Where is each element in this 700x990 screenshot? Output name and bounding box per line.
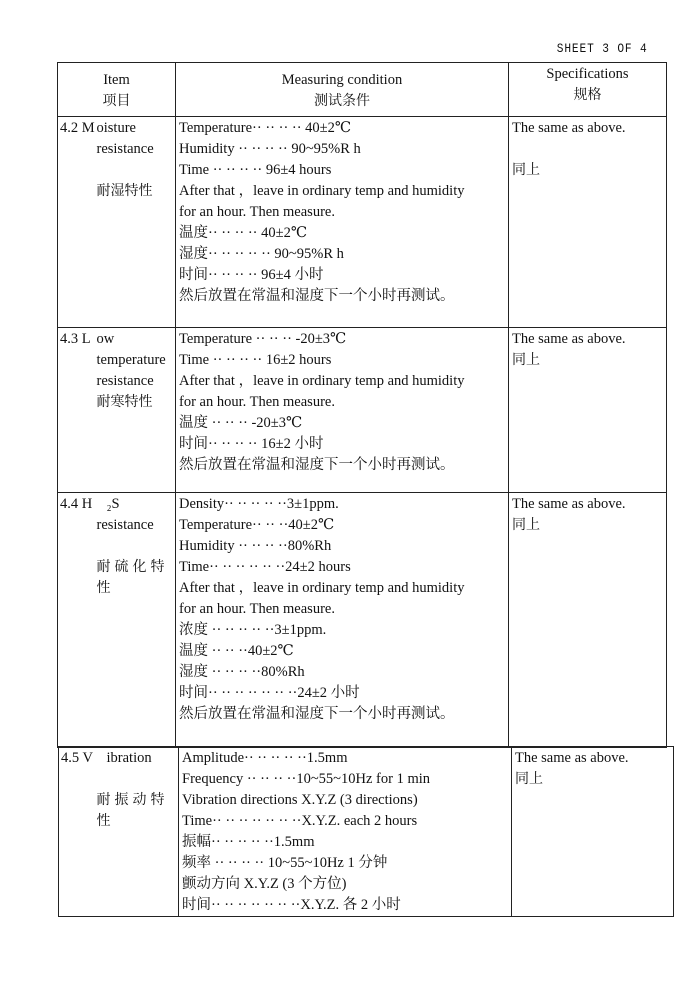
- item-name-line: 耐湿特性: [96, 183, 153, 199]
- item-name-line: oisture: [96, 120, 136, 136]
- row-condition: [176, 328, 509, 493]
- condition-line: After that ，leave in ordinary temp and humidity: [179, 183, 465, 199]
- condition-line: Humidity ·· ·· ·· ·· 90~95%R h: [179, 141, 361, 157]
- item-name-line: 性: [96, 580, 111, 596]
- condition-line: 颤动方向 X.Y.Z (3 个方位): [182, 876, 347, 892]
- item-name-line: 耐硫化特: [96, 559, 169, 575]
- header-spec-en: Specifications: [546, 66, 629, 82]
- condition-line: 然后放置在常温和湿度下一个小时再测试。: [179, 457, 455, 473]
- condition-line: 湿度 ·· ·· ·· ··80%Rh: [179, 664, 305, 680]
- row-number: 4.5 V: [59, 747, 97, 917]
- spec-line: 同上: [512, 162, 540, 178]
- condition-line: 然后放置在常温和湿度下一个小时再测试。: [179, 706, 455, 722]
- row-item-name: [97, 747, 179, 917]
- row-specification: [509, 328, 667, 493]
- condition-line: Time ·· ·· ·· ·· 96±4 hours: [179, 162, 332, 178]
- condition-line: for an hour. Then measure.: [179, 204, 335, 220]
- condition-line: Time ·· ·· ·· ·· 16±2 hours: [179, 352, 332, 368]
- condition-line: 湿度·· ·· ·· ·· ·· 90~95%R h: [179, 246, 344, 262]
- spec-table: [57, 62, 667, 748]
- condition-line: Frequency ·· ·· ·· ··10~55~10Hz for 1 min: [182, 771, 431, 787]
- condition-line: Time·· ·· ·· ·· ·· ·· ··X.Y.Z. each 2 hours: [182, 813, 418, 829]
- spec-line: The same as above.: [512, 496, 626, 512]
- condition-line: 时间·· ·· ·· ·· ·· ·· ··24±2 小时: [179, 685, 360, 701]
- item-name-line: ₂S: [106, 496, 120, 512]
- condition-line: 时间·· ·· ·· ·· ·· ·· ··X.Y.Z. 各 2 小时: [182, 897, 401, 913]
- spec-line: The same as above.: [515, 750, 629, 766]
- header-spec-zh: 规格: [573, 87, 602, 103]
- row-item-name: [97, 117, 176, 328]
- header-item-en: Item: [103, 72, 130, 88]
- spec-line: 同上: [515, 771, 543, 787]
- item-name-line: temperature: [96, 352, 166, 368]
- condition-line: Density·· ·· ·· ·· ··3±1ppm.: [179, 496, 339, 512]
- item-name-line: [97, 160, 176, 181]
- sheet-number: SHEET 3 OF 4: [557, 41, 648, 56]
- row-specification: [509, 117, 667, 328]
- condition-line: 然后放置在常温和湿度下一个小时再测试。: [179, 288, 455, 304]
- row-number: 4.3 L: [58, 328, 97, 493]
- spec-line: 同上: [512, 517, 540, 533]
- spec-line: The same as above.: [512, 120, 626, 136]
- table-header: [58, 63, 667, 117]
- header-item: [58, 63, 176, 117]
- item-name-line: 性: [96, 813, 111, 829]
- table-row: [59, 747, 674, 917]
- spec-line: 同上: [512, 352, 540, 368]
- row-item-name: [97, 328, 176, 493]
- condition-line: After that ，leave in ordinary temp and humidity: [179, 373, 465, 389]
- condition-line: Amplitude·· ·· ·· ·· ··1.5mm: [182, 750, 348, 766]
- row-specification: [512, 747, 674, 917]
- item-name-line: resistance: [96, 141, 154, 157]
- item-name-line: 耐寒特性: [96, 394, 153, 410]
- item-name-line: [97, 769, 179, 790]
- condition-line: for an hour. Then measure.: [179, 601, 335, 617]
- condition-line: 频率 ·· ·· ·· ·· 10~55~10Hz 1 分钟: [182, 855, 388, 871]
- row-number: 4.4 H: [58, 493, 97, 748]
- header-item-zh: 项目: [102, 93, 131, 109]
- header-condition-en: Measuring condition: [281, 72, 403, 88]
- condition-line: 时间·· ·· ·· ·· 16±2 小时: [179, 436, 324, 452]
- condition-line: 温度·· ·· ·· ·· 40±2℃: [179, 225, 308, 241]
- condition-line: Vibration directions X.Y.Z (3 directions): [182, 792, 418, 808]
- condition-line: 浓度 ·· ·· ·· ·· ··3±1ppm.: [179, 622, 327, 638]
- header-specifications: [509, 63, 667, 117]
- header-condition: [176, 63, 509, 117]
- item-name-line: ibration: [106, 750, 152, 766]
- spec-table-continued: [58, 746, 674, 917]
- condition-line: 温度 ·· ·· ··40±2℃: [179, 643, 294, 659]
- row-condition: [176, 493, 509, 748]
- table-row: [58, 328, 667, 493]
- item-name-line: resistance: [96, 373, 154, 389]
- condition-line: 温度 ·· ·· ·· -20±3℃: [179, 415, 303, 431]
- condition-line: Temperature·· ·· ··40±2℃: [179, 517, 335, 533]
- condition-line: Temperature·· ·· ·· ·· 40±2℃: [179, 120, 352, 136]
- spec-line: [512, 139, 666, 160]
- condition-line: 振幅·· ·· ·· ·· ··1.5mm: [182, 834, 315, 850]
- condition-line: 时间·· ·· ·· ·· 96±4 小时: [179, 267, 324, 283]
- header-condition-zh: 测试条件: [314, 93, 370, 109]
- condition-line: Time·· ·· ·· ·· ·· ··24±2 hours: [179, 559, 351, 575]
- row-condition: [179, 747, 512, 917]
- table-row: [58, 117, 667, 328]
- row-specification: [509, 493, 667, 748]
- condition-line: Temperature ·· ·· ·· -20±3℃: [179, 331, 347, 347]
- row-condition: [176, 117, 509, 328]
- condition-line: Humidity ·· ·· ·· ··80%Rh: [179, 538, 332, 554]
- table-row: [58, 493, 667, 748]
- row-item-name: [97, 493, 176, 748]
- item-name-line: ow: [96, 331, 115, 347]
- item-name-line: 耐振动特: [96, 792, 169, 808]
- item-name-line: resistance: [96, 517, 154, 533]
- item-name-line: [97, 536, 176, 557]
- row-number: 4.2 M: [58, 117, 97, 328]
- spec-line: The same as above.: [512, 331, 626, 347]
- condition-line: for an hour. Then measure.: [179, 394, 335, 410]
- condition-line: After that ，leave in ordinary temp and humidity: [179, 580, 465, 596]
